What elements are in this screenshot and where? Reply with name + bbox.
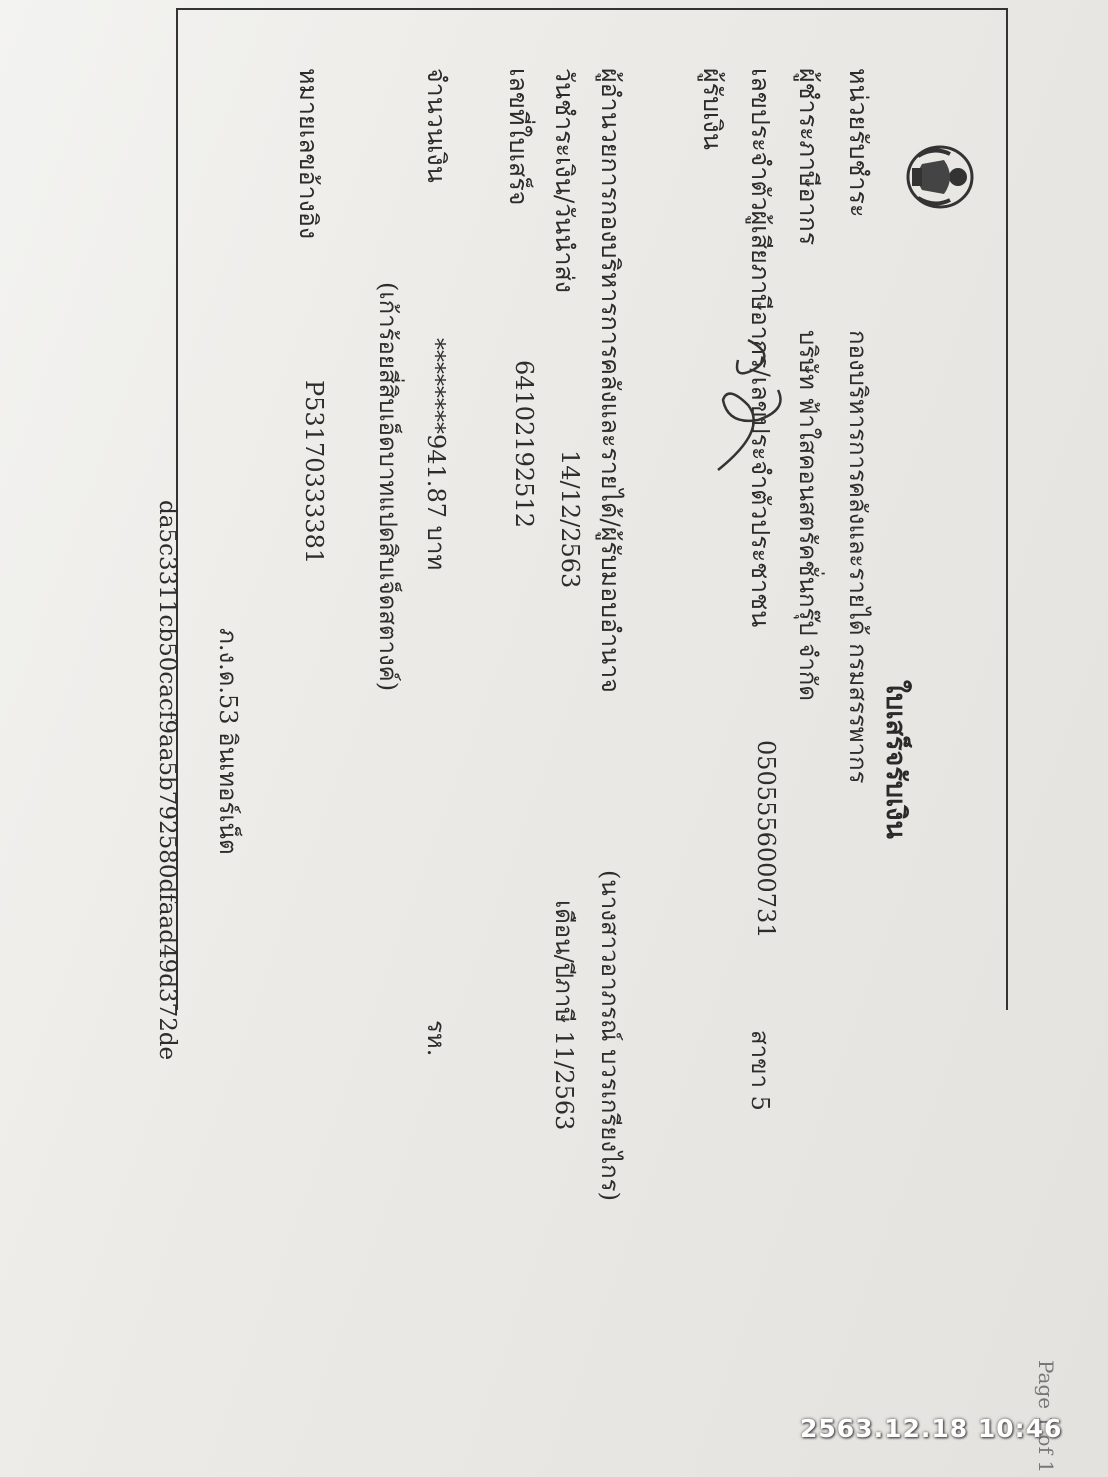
page-number: Page 1 of 1	[1034, 1360, 1058, 1474]
amount-label: จำนวนเงิน	[422, 68, 451, 183]
tax-id-value: 0505556000731	[752, 740, 780, 939]
receipt-title: ใบเสร็จรับเงิน	[880, 680, 911, 839]
receipt-number-label: เลขที่ใบเสร็จ	[504, 68, 533, 206]
amount-suffix: รห.	[422, 1020, 450, 1057]
payer-value: บริษัท ฟ้าใสคอนสตรัคชั่นกรุ๊ป จำกัด	[794, 330, 822, 701]
tax-period-value: เดือน/ปีภาษี 11/2563	[550, 900, 578, 1131]
receipt-number-value: 64102192512	[510, 360, 538, 528]
signature-mark	[658, 330, 808, 480]
form-code: ภ.ง.ด.53 อินเทอร์เน็ต	[214, 628, 242, 855]
amount-value: ********941.87 บาท	[422, 338, 450, 571]
payer-label: ผู้ชำระภาษีอากร	[794, 68, 823, 246]
garuda-emblem-icon	[902, 140, 984, 214]
tax-id-label: เลขประจำตัวผู้เสียภาษีอากร/เลขประจำตัวประชาชน	[746, 68, 775, 628]
reference-value: P53170333381	[300, 380, 328, 565]
pay-date-value: 14/12/2563	[556, 450, 584, 589]
receiver-label: ผู้รับเงิน	[698, 68, 727, 150]
agency-value: กองบริหารการคลังและรายได้ กรมสรรพากร	[844, 330, 872, 784]
camera-timestamp: 2563.12.18 10:46	[800, 1414, 1063, 1443]
reference-label: หมายเลขอ้างอิง	[294, 68, 323, 240]
agency-label: หน่วยรับชำระ	[844, 68, 873, 218]
document-hash: da5c3311cb50cacf9aa5b792580dfaad49d372de	[154, 500, 180, 1061]
pay-date-label: วันชำระเงิน/วันนำส่ง	[550, 68, 579, 293]
director-label: ผู้อำนวยการกองบริหารการคลังและรายได้/ผู้รับมอบอำนาจ	[596, 68, 625, 693]
director-name: (นางสาวอาภรณ์ บวรเกรียงไกร)	[596, 870, 624, 1201]
amount-in-words: (เก้าร้อยสี่สิบเอ็ดบาทแปดสิบเจ็ดสตางค์)	[374, 282, 402, 692]
branch-value: สาขา 5	[746, 1030, 774, 1111]
